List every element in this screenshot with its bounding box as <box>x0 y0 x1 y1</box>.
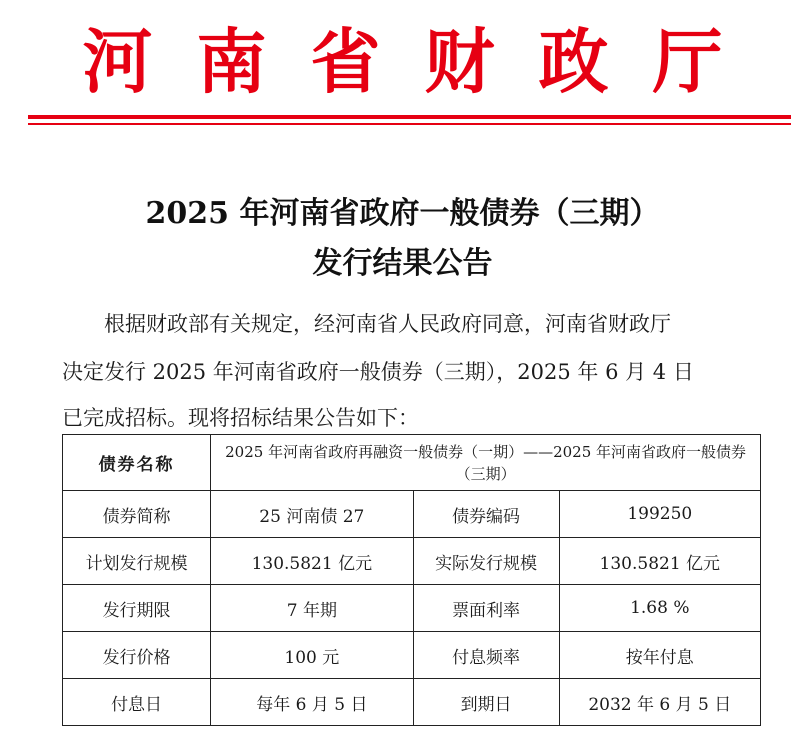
body-paragraph-line2: 决定发行 2025 年河南省政府一般债券（三期），2025 年 6 月 4 日 <box>62 360 694 384</box>
row-label: 票面利率 <box>413 585 559 632</box>
bond-name-value: 2025 年河南省政府再融资一般债券（一期）——2025 年河南省政府一般债券（三期） <box>211 435 761 491</box>
row-value: 25 河南债 27 <box>211 491 413 538</box>
row-label: 付息频率 <box>413 632 559 679</box>
bond-result-table <box>62 434 761 726</box>
document-title-line1: 2025 年河南省政府一般债券（三期） <box>145 196 660 231</box>
row-value: 199250 <box>559 491 760 538</box>
row-label: 债券编码 <box>413 491 559 538</box>
row-value: 130.5821 亿元 <box>211 538 413 585</box>
row-label: 债券简称 <box>63 491 211 538</box>
row-value: 1.68 % <box>559 585 760 632</box>
row-label: 付息日 <box>63 679 211 726</box>
bond-name-label: 债券名称 <box>63 435 211 491</box>
masthead-rule-thick <box>28 115 791 119</box>
document-title-line2: 发行结果公告 <box>312 246 493 281</box>
row-label: 发行价格 <box>63 632 211 679</box>
table-row <box>63 632 761 679</box>
row-value: 按年付息 <box>559 632 760 679</box>
table-row <box>63 491 761 538</box>
row-value: 7 年期 <box>211 585 413 632</box>
table-row <box>63 538 761 585</box>
table-row <box>63 679 761 726</box>
row-label: 实际发行规模 <box>413 538 559 585</box>
masthead-title: 河南省财政厅 <box>82 20 767 103</box>
masthead-rule-thin <box>28 123 791 125</box>
row-value: 每年 6 月 5 日 <box>211 679 413 726</box>
body-paragraph-line3: 已完成招标。现将招标结果公告如下： <box>62 406 419 430</box>
row-value: 100 元 <box>211 632 413 679</box>
row-value: 130.5821 亿元 <box>559 538 760 585</box>
row-label: 计划发行规模 <box>63 538 211 585</box>
body-paragraph-line1: 根据财政部有关规定，经河南省人民政府同意，河南省财政厅 <box>104 312 671 336</box>
table-row <box>63 585 761 632</box>
table-row <box>63 435 761 491</box>
row-label: 发行期限 <box>63 585 211 632</box>
row-label: 到期日 <box>413 679 559 726</box>
row-value: 2032 年 6 月 5 日 <box>559 679 760 726</box>
